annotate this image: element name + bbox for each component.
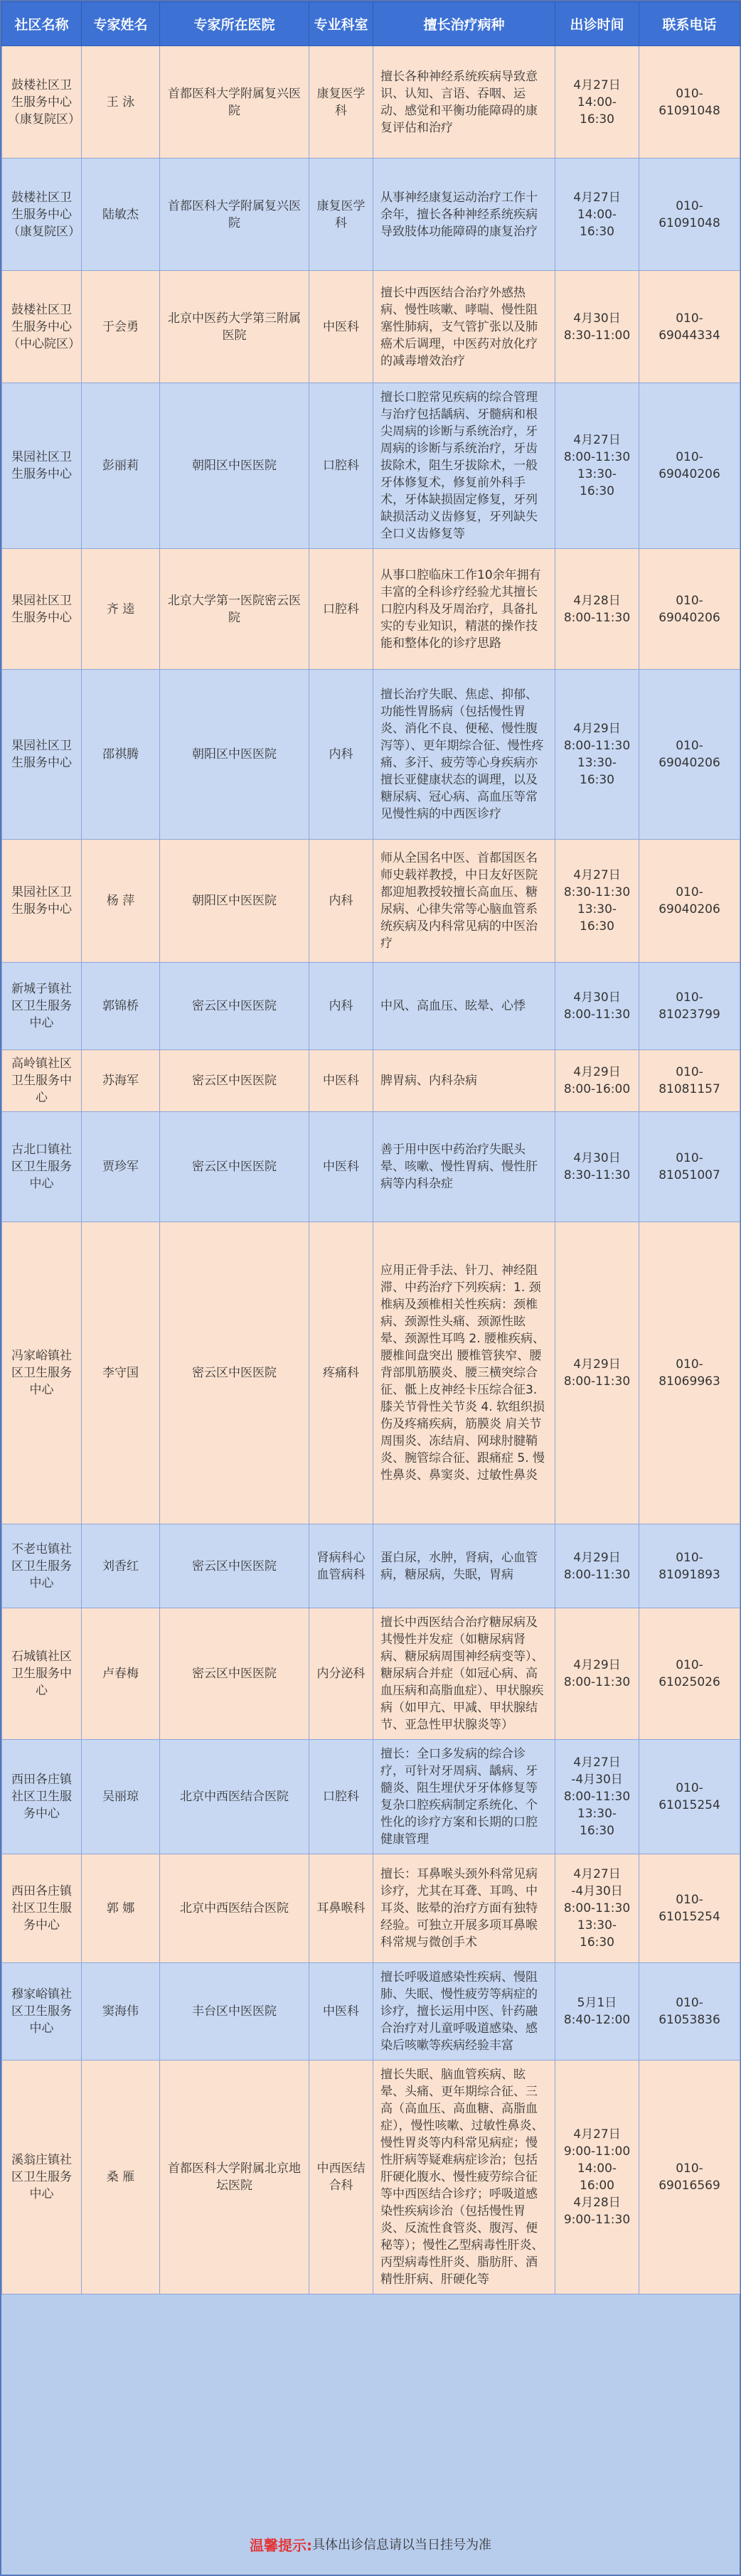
cell-specialty: 擅长失眠、脑血管疾病、眩晕、头痛、更年期综合征、三高（高血压、高血糖、高脂血症），慢性咳嗽、过敏性鼻炎、慢性胃炎等内科常见病症；慢性肝病等疑难病症诊治；包括肝硬化腹水、慢性疲劳综合征等中西医结合诊疗；呼吸道感染性疾病诊治（包括慢性胃炎、反流性食管炎、腹泻、便秘等）；慢性乙型病毒性肝炎、丙型病毒性肝炎、脂肪肝、酒精性肝病、肝硬化等	[373, 2061, 555, 2294]
cell-dept: 肾病科心血管病科	[309, 1524, 373, 1608]
table-row	[2, 670, 740, 840]
cell-dept: 内分泌科	[309, 1608, 373, 1740]
cell-community: 不老屯镇社区卫生服务中心	[2, 1524, 82, 1608]
cell-time: 4月27日 8:30-11:30 13:30-16:30	[555, 840, 639, 963]
table-row	[2, 46, 740, 159]
cell-community: 穆家峪镇社区卫生服务中心	[2, 1963, 82, 2061]
cell-phone: 010-69040206	[639, 549, 740, 670]
table-body	[2, 46, 740, 2294]
table-row	[2, 1854, 740, 1963]
cell-hospital: 密云区中医医院	[160, 1524, 309, 1608]
cell-dept: 口腔科	[309, 1740, 373, 1854]
cell-community: 鼓楼社区卫生服务中心（中心院区）	[2, 271, 82, 383]
cell-phone: 010-69016569	[639, 2061, 740, 2294]
cell-hospital: 朝阳区中医医院	[160, 670, 309, 840]
cell-expert: 苏海军	[82, 1050, 160, 1112]
cell-dept: 中医科	[309, 1963, 373, 2061]
cell-dept: 口腔科	[309, 549, 373, 670]
cell-dept: 中西医结合科	[309, 2061, 373, 2294]
cell-time: 4月30日 8:00-11:30	[555, 963, 639, 1050]
cell-dept: 内科	[309, 963, 373, 1050]
cell-expert: 窦海伟	[82, 1963, 160, 2061]
cell-specialty: 擅长中西医结合治疗外感热病、慢性咳嗽、哮喘、慢性阻塞性肺病，支气管扩张以及肺癌术后调理，中医药对放化疗的减毒增效治疗	[373, 271, 555, 383]
cell-time: 4月27日 14:00-16:30	[555, 46, 639, 159]
cell-phone: 010-61015254	[639, 1854, 740, 1963]
table-row	[2, 1608, 740, 1740]
cell-specialty: 擅长各种神经系统疾病导致意识、认知、言语、吞咽、运动、感觉和平衡功能障碍的康复评估和治疗	[373, 46, 555, 159]
cell-community: 鼓楼社区卫生服务中心（康复院区）	[2, 159, 82, 271]
cell-time: 4月29日 8:00-11:30	[555, 1222, 639, 1524]
cell-dept: 口腔科	[309, 383, 373, 549]
cell-specialty: 从事神经康复运动治疗工作十余年，擅长各种神经系统疾病导致肢体功能障碍的康复治疗	[373, 159, 555, 271]
cell-time: 4月27日 8:00-11:30 13:30-16:30	[555, 383, 639, 549]
cell-hospital: 北京中西医结合医院	[160, 1740, 309, 1854]
cell-expert: 郭 娜	[82, 1854, 160, 1963]
cell-hospital: 朝阳区中医医院	[160, 840, 309, 963]
table-row	[2, 1524, 740, 1608]
cell-phone: 010-61015254	[639, 1740, 740, 1854]
cell-time: 4月29日 8:00-11:30	[555, 1524, 639, 1608]
cell-specialty: 擅长呼吸道感染性疾病、慢阻肺、失眠、慢性疲劳等病症的诊疗，擅长运用中医、针药融合治疗对儿童呼吸道感染、感染后咳嗽等疾病经验丰富	[373, 1963, 555, 2061]
cell-dept: 疼痛科	[309, 1222, 373, 1524]
cell-community: 果园社区卫生服务中心	[2, 383, 82, 549]
cell-expert: 杨 萍	[82, 840, 160, 963]
cell-hospital: 北京大学第一医院密云医院	[160, 549, 309, 670]
tip-label: 温馨提示:	[250, 2536, 312, 2554]
cell-dept: 中医科	[309, 1112, 373, 1222]
cell-time: 4月29日 8:00-11:30 13:30-16:30	[555, 670, 639, 840]
cell-community: 新城子镇社区卫生服务中心	[2, 963, 82, 1050]
cell-hospital: 北京中医药大学第三附属医院	[160, 271, 309, 383]
table-header-row	[2, 2, 740, 46]
cell-community: 高岭镇社区卫生服务中心	[2, 1050, 82, 1112]
table-row	[2, 271, 740, 383]
cell-hospital: 密云区中医医院	[160, 963, 309, 1050]
cell-expert: 桑 雁	[82, 2061, 160, 2294]
cell-expert: 郭锦桥	[82, 963, 160, 1050]
cell-hospital: 密云区中医医院	[160, 1112, 309, 1222]
cell-phone: 010-69040206	[639, 383, 740, 549]
cell-community: 鼓楼社区卫生服务中心（康复院区）	[2, 46, 82, 159]
cell-community: 冯家峪镇社区卫生服务中心	[2, 1222, 82, 1524]
cell-dept: 康复医学科	[309, 46, 373, 159]
cell-specialty: 善于用中医中药治疗失眠头晕、咳嗽、慢性胃病、慢性肝病等内科杂症	[373, 1112, 555, 1222]
cell-dept: 中医科	[309, 271, 373, 383]
cell-specialty: 擅长：耳鼻喉头颈外科常见病诊疗，尤其在耳聋、耳鸣、中耳炎、眩晕的治疗方面有独特经验。可独立开展多项耳鼻喉科常规与微创手术	[373, 1854, 555, 1963]
cell-time: 4月29日 8:00-16:00	[555, 1050, 639, 1112]
cell-community: 溪翁庄镇社区卫生服务中心	[2, 2061, 82, 2294]
table-row	[2, 2061, 740, 2294]
cell-phone: 010-81081157	[639, 1050, 740, 1112]
cell-expert: 贾珍军	[82, 1112, 160, 1222]
header-phone: 联系电话	[639, 2, 740, 46]
cell-hospital: 密云区中医医院	[160, 1050, 309, 1112]
cell-hospital: 北京中西医结合医院	[160, 1854, 309, 1963]
cell-time: 4月27日 9:00-11:00 14:00-16:00 4月28日 9:00-11:30	[555, 2061, 639, 2294]
header-dept: 专业科室	[309, 2, 373, 46]
cell-dept: 耳鼻喉科	[309, 1854, 373, 1963]
cell-expert: 刘香红	[82, 1524, 160, 1608]
table-row	[2, 840, 740, 963]
header-specialty: 擅长治疗病种	[373, 2, 555, 46]
cell-hospital: 首都医科大学附属复兴医院	[160, 46, 309, 159]
header-expert: 专家姓名	[82, 2, 160, 46]
cell-time: 4月29日 8:00-11:30	[555, 1608, 639, 1740]
table-row	[2, 1740, 740, 1854]
cell-phone: 010-69040206	[639, 840, 740, 963]
cell-time: 5月1日 8:40-12:00	[555, 1963, 639, 2061]
cell-community: 果园社区卫生服务中心	[2, 549, 82, 670]
cell-expert: 李守国	[82, 1222, 160, 1524]
table-row	[2, 1050, 740, 1112]
table-row	[2, 1222, 740, 1524]
cell-specialty: 擅长治疗失眠、焦虑、抑郁、功能性胃肠病（包括慢性胃炎、消化不良、便秘、慢性腹泻等）、更年期综合征、慢性疼痛、多汗、疲劳等心身疾病亦擅长亚健康状态的调理，以及糖尿病、冠心病、高血压等常见慢性病的中西医诊疗	[373, 670, 555, 840]
table-row	[2, 1112, 740, 1222]
cell-specialty: 从事口腔临床工作10余年拥有丰富的全科诊疗经验尤其擅长口腔内科及牙周治疗，具备扎实的专业知识，精湛的操作技能和整体化的诊疗思路	[373, 549, 555, 670]
cell-specialty: 擅长中西医结合治疗糖尿病及其慢性并发症（如糖尿病肾病、糖尿病周围神经病变等）、糖尿病合并症（如冠心病、高血压病和高脂血症）、甲状腺疾病（如甲亢、甲减、甲状腺结节、亚急性甲状腺炎等）	[373, 1608, 555, 1740]
cell-hospital: 首都医科大学附属复兴医院	[160, 159, 309, 271]
cell-expert: 彭丽莉	[82, 383, 160, 549]
cell-phone: 010-81051007	[639, 1112, 740, 1222]
table-row	[2, 963, 740, 1050]
cell-hospital: 朝阳区中医医院	[160, 383, 309, 549]
cell-dept: 康复医学科	[309, 159, 373, 271]
cell-hospital: 密云区中医医院	[160, 1222, 309, 1524]
cell-time: 4月27日 -4月30日 8:00-11:30 13:30-16:30	[555, 1740, 639, 1854]
cell-community: 古北口镇社区卫生服务中心	[2, 1112, 82, 1222]
cell-community: 果园社区卫生服务中心	[2, 840, 82, 963]
cell-phone: 010-81069963	[639, 1222, 740, 1524]
tip-text: 具体出诊信息请以当日挂号为准	[312, 2538, 491, 2553]
cell-community: 西田各庄镇社区卫生服务中心	[2, 1854, 82, 1963]
cell-hospital: 丰台区中医医院	[160, 1963, 309, 2061]
cell-phone: 010-61091048	[639, 159, 740, 271]
cell-specialty: 师从全国名中医、首都国医名师史载祥教授，中日友好医院都迎旭教授较擅长高血压、糖尿病、心律失常等心脑血管系统疾病及内科常见病的中医治疗	[373, 840, 555, 963]
cell-time: 4月30日 8:30-11:00	[555, 271, 639, 383]
cell-phone: 010-61025026	[639, 1608, 740, 1740]
cell-expert: 齐 逵	[82, 549, 160, 670]
cell-community: 石城镇社区卫生服务中心	[2, 1608, 82, 1740]
cell-phone: 010-81091893	[639, 1524, 740, 1608]
cell-community: 西田各庄镇社区卫生服务中心	[2, 1740, 82, 1854]
cell-phone: 010-69044334	[639, 271, 740, 383]
header-time: 出诊时间	[555, 2, 639, 46]
cell-hospital: 首都医科大学附属北京地坛医院	[160, 2061, 309, 2294]
cell-expert: 卢春梅	[82, 1608, 160, 1740]
cell-time: 4月27日 14:00-16:30	[555, 159, 639, 271]
table-row	[2, 549, 740, 670]
cell-phone: 010-61091048	[639, 46, 740, 159]
table-row	[2, 383, 740, 549]
cell-expert: 吴丽琼	[82, 1740, 160, 1854]
cell-expert: 于会勇	[82, 271, 160, 383]
cell-phone: 010-81023799	[639, 963, 740, 1050]
cell-community: 果园社区卫生服务中心	[2, 670, 82, 840]
footer-tip	[1, 2513, 740, 2575]
cell-phone: 010-61053836	[639, 1963, 740, 2061]
cell-dept: 中医科	[309, 1050, 373, 1112]
expert-schedule-table	[1, 1, 740, 2294]
table-row	[2, 1963, 740, 2061]
header-community: 社区名称	[2, 2, 82, 46]
cell-hospital: 密云区中医医院	[160, 1608, 309, 1740]
cell-specialty: 脾胃病、内科杂病	[373, 1050, 555, 1112]
cell-expert: 王 泳	[82, 46, 160, 159]
cell-time: 4月28日 8:00-11:30	[555, 549, 639, 670]
cell-specialty: 应用正骨手法、针刀、神经阻滞、中药治疗下列疾病：1. 颈椎病及颈椎相关性疾病：颈椎病、颈源性头痛、颈源性眩晕、颈源性耳鸣 2. 腰椎疾病、腰椎间盘突出 腰椎管狭窄、腰背部肌筋膜炎、腰三横突综合征、骶上皮神经卡压综合征3. 膝关节骨性关节炎 4. 软组织损伤及疼痛疾病，筋膜炎 肩关节周围炎、冻结肩、网球肘腱鞘炎、腕管综合征、跟痛症 5. 慢性鼻炎、鼻窦炎、过敏性鼻炎	[373, 1222, 555, 1524]
table-row	[2, 159, 740, 271]
cell-specialty: 蛋白尿，水肿，肾病，心血管病，糖尿病，失眠，胃病	[373, 1524, 555, 1608]
cell-expert: 陆敏杰	[82, 159, 160, 271]
cell-dept: 内科	[309, 670, 373, 840]
cell-time: 4月27日 -4月30日 8:00-11:30 13:30-16:30	[555, 1854, 639, 1963]
cell-expert: 邵祺腾	[82, 670, 160, 840]
cell-specialty: 擅长：全口多发病的综合诊疗，可针对牙周病、龋病、牙髓炎、阻生埋伏牙牙体修复等复杂口腔疾病制定系统化、个性化的诊疗方案和长期的口腔健康管理	[373, 1740, 555, 1854]
cell-specialty: 擅长口腔常见疾病的综合管理与治疗包括龋病、牙髓病和根尖周病的诊断与系统治疗，牙周病的诊断与系统治疗，牙齿拔除术，阻生牙拔除术，一般牙体修复术，修复前外科手术，牙体缺损固定修复，牙列缺损活动义齿修复，牙列缺失全口义齿修复等	[373, 383, 555, 549]
header-hospital: 专家所在医院	[160, 2, 309, 46]
cell-phone: 010-69040206	[639, 670, 740, 840]
cell-dept: 内科	[309, 840, 373, 963]
cell-time: 4月30日 8:30-11:30	[555, 1112, 639, 1222]
cell-specialty: 中风、高血压、眩晕、心悸	[373, 963, 555, 1050]
